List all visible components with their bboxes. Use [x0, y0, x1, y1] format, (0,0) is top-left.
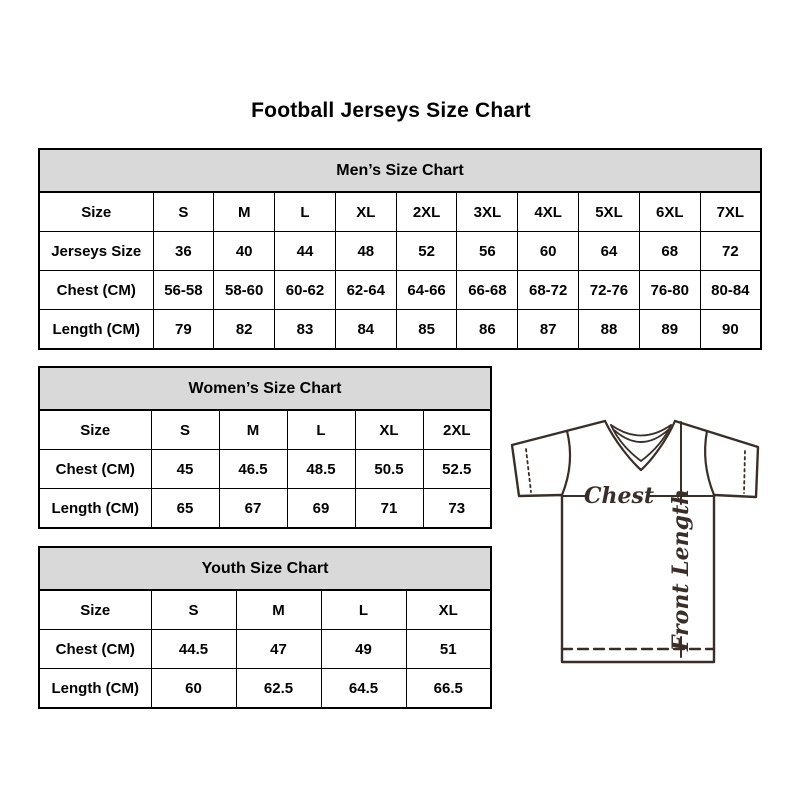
value-cell: 4XL: [518, 192, 579, 232]
value-cell: XL: [335, 192, 396, 232]
value-cell: 44: [275, 232, 336, 271]
value-cell: 56-58: [153, 271, 214, 310]
value-cell: 60-62: [275, 271, 336, 310]
value-cell: 86: [457, 310, 518, 350]
table-row: [39, 410, 491, 450]
value-cell: 88: [579, 310, 640, 350]
value-cell: 45: [151, 450, 219, 489]
value-cell: 83: [275, 310, 336, 350]
jersey-measurement-diagram: [500, 400, 772, 668]
value-cell: 66.5: [406, 669, 491, 709]
mens-size-chart-table: [38, 148, 762, 350]
womens-size-chart-table: [38, 366, 492, 529]
value-cell: 2XL: [423, 410, 491, 450]
value-cell: 62.5: [236, 669, 321, 709]
value-cell: 60: [518, 232, 579, 271]
value-cell: 64.5: [321, 669, 406, 709]
value-cell: L: [275, 192, 336, 232]
table-row: [39, 630, 491, 669]
left-sleeve-seam: [562, 431, 570, 495]
value-cell: 7XL: [700, 192, 761, 232]
table-title: Youth Size Chart: [39, 547, 491, 590]
value-cell: 2XL: [396, 192, 457, 232]
row-label-cell: Length (CM): [39, 310, 153, 350]
value-cell: 48: [335, 232, 396, 271]
youth-size-chart-table: [38, 546, 492, 709]
value-cell: 72: [700, 232, 761, 271]
row-label-cell: Size: [39, 410, 151, 450]
value-cell: 84: [335, 310, 396, 350]
value-cell: L: [321, 590, 406, 630]
value-cell: 71: [355, 489, 423, 529]
value-cell: 48.5: [287, 450, 355, 489]
chest-label: Chest: [583, 483, 655, 509]
value-cell: 68-72: [518, 271, 579, 310]
value-cell: 52.5: [423, 450, 491, 489]
table-title: Women’s Size Chart: [39, 367, 491, 410]
value-cell: L: [287, 410, 355, 450]
table-row: [39, 232, 761, 271]
table-title: Men’s Size Chart: [39, 149, 761, 192]
value-cell: 36: [153, 232, 214, 271]
value-cell: S: [153, 192, 214, 232]
value-cell: 58-60: [214, 271, 275, 310]
value-cell: 64-66: [396, 271, 457, 310]
value-cell: 89: [639, 310, 700, 350]
value-cell: XL: [355, 410, 423, 450]
value-cell: M: [219, 410, 287, 450]
value-cell: 72-76: [579, 271, 640, 310]
value-cell: 82: [214, 310, 275, 350]
value-cell: 52: [396, 232, 457, 271]
value-cell: 47: [236, 630, 321, 669]
table-row: [39, 310, 761, 350]
row-label-cell: Size: [39, 590, 151, 630]
value-cell: 79: [153, 310, 214, 350]
table-row: [39, 271, 761, 310]
value-cell: M: [214, 192, 275, 232]
value-cell: 68: [639, 232, 700, 271]
row-label-cell: Length (CM): [39, 669, 151, 709]
value-cell: 60: [151, 669, 236, 709]
page-title: Football Jerseys Size Chart: [251, 99, 531, 122]
value-cell: 49: [321, 630, 406, 669]
row-label-cell: Chest (CM): [39, 271, 153, 310]
table-row: [39, 590, 491, 630]
value-cell: 5XL: [579, 192, 640, 232]
table-row: [39, 669, 491, 709]
value-cell: 85: [396, 310, 457, 350]
value-cell: 3XL: [457, 192, 518, 232]
value-cell: 67: [219, 489, 287, 529]
row-label-cell: Chest (CM): [39, 630, 151, 669]
value-cell: 64: [579, 232, 640, 271]
value-cell: 65: [151, 489, 219, 529]
value-cell: S: [151, 590, 236, 630]
value-cell: 87: [518, 310, 579, 350]
value-cell: 66-68: [457, 271, 518, 310]
right-cuff-dotted-line: [744, 451, 745, 493]
value-cell: 90: [700, 310, 761, 350]
value-cell: M: [236, 590, 321, 630]
value-cell: 56: [457, 232, 518, 271]
value-cell: 73: [423, 489, 491, 529]
value-cell: 50.5: [355, 450, 423, 489]
front-length-label: Front Length: [668, 488, 694, 652]
table-row: [39, 489, 491, 529]
right-sleeve-seam: [705, 431, 714, 495]
table-row: [39, 192, 761, 232]
value-cell: 44.5: [151, 630, 236, 669]
table-row: [39, 450, 491, 489]
value-cell: 69: [287, 489, 355, 529]
value-cell: 46.5: [219, 450, 287, 489]
row-label-cell: Chest (CM): [39, 450, 151, 489]
left-cuff-dotted-line: [526, 449, 531, 492]
value-cell: XL: [406, 590, 491, 630]
value-cell: 40: [214, 232, 275, 271]
value-cell: 62-64: [335, 271, 396, 310]
row-label-cell: Length (CM): [39, 489, 151, 529]
value-cell: 51: [406, 630, 491, 669]
row-label-cell: Jerseys Size: [39, 232, 153, 271]
value-cell: 76-80: [639, 271, 700, 310]
value-cell: S: [151, 410, 219, 450]
row-label-cell: Size: [39, 192, 153, 232]
jersey-illustration-svg: [500, 400, 772, 668]
value-cell: 6XL: [639, 192, 700, 232]
value-cell: 80-84: [700, 271, 761, 310]
